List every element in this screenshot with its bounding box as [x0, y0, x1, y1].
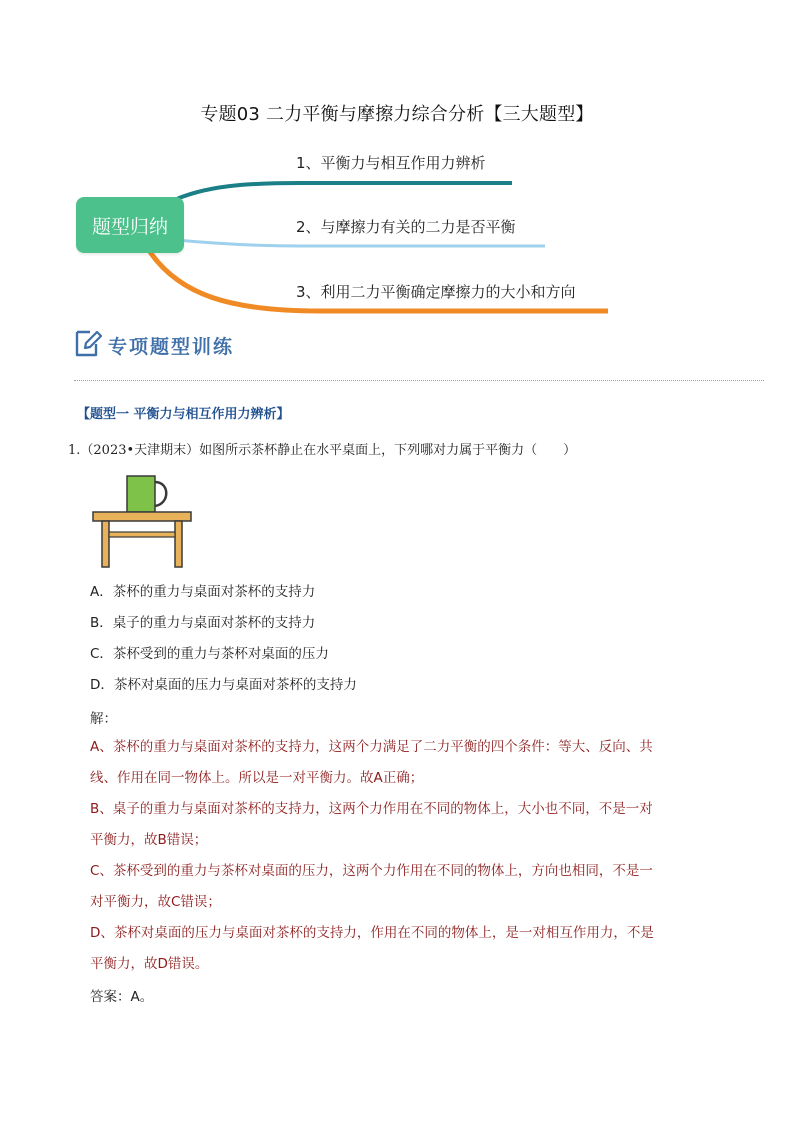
solution-line: C、茶杯受到的重力与茶杯对桌面的压力，这两个力作用在不同的物体上，方向也相同，不是一	[90, 863, 653, 879]
mindmap-item-3: 3、利用二力平衡确定摩擦力的大小和方向	[296, 283, 576, 301]
option-d: D．茶杯对桌面的压力与桌面对茶杯的支持力	[90, 677, 357, 693]
answer-text: 答案：A。	[90, 989, 154, 1005]
solution-line: D、茶杯对桌面的压力与桌面对茶杯的支持力，作用在不同的物体上，是一对相互作用力，不是	[90, 925, 654, 941]
solution-line: B、桌子的重力与桌面对茶杯的支持力，这两个力作用在不同的物体上，大小也不同，不是一对	[90, 801, 653, 817]
edit-icon	[74, 328, 102, 362]
branch-2	[176, 240, 545, 246]
solution-label: 解：	[90, 711, 117, 727]
solution-line: 平衡力，故B错误；	[90, 832, 208, 848]
option-b: B．桌子的重力与桌面对茶杯的支持力	[90, 615, 316, 631]
section-header	[74, 329, 234, 361]
mindmap	[0, 140, 794, 330]
section-label: 专项题型训练	[108, 335, 235, 358]
divider	[74, 380, 764, 381]
solution-text	[90, 737, 690, 985]
question-text: 1.（2023•天津期末）如图所示茶杯静止在水平桌面上，下列哪对力属于平衡力（ ）	[68, 443, 577, 458]
mindmap-root: 题型归纳	[76, 197, 184, 253]
question-type-heading: 【题型一 平衡力与相互作用力辨析】	[77, 407, 290, 422]
mindmap-item-1: 1、平衡力与相互作用力辨析	[296, 154, 486, 172]
branch-1	[170, 183, 512, 202]
solution-line: 平衡力，故D错误。	[90, 956, 209, 972]
page-title: 专题03 二力平衡与摩擦力综合分析【三大题型】	[200, 104, 594, 125]
teacup-on-table-figure	[90, 474, 194, 570]
option-c: C．茶杯受到的重力与茶杯对桌面的压力	[90, 646, 329, 662]
solution-line: 对平衡力，故C错误；	[90, 894, 221, 910]
answer-options	[90, 582, 357, 706]
option-a: A．茶杯的重力与桌面对茶杯的支持力	[90, 584, 316, 600]
solution-line: A、茶杯的重力与桌面对茶杯的支持力，这两个力满足了二力平衡的四个条件：等大、反向、共	[90, 739, 653, 755]
mindmap-item-2: 2、与摩擦力有关的二力是否平衡	[296, 218, 516, 236]
solution-line: 线、作用在同一物体上。所以是一对平衡力。故A正确；	[90, 770, 424, 786]
